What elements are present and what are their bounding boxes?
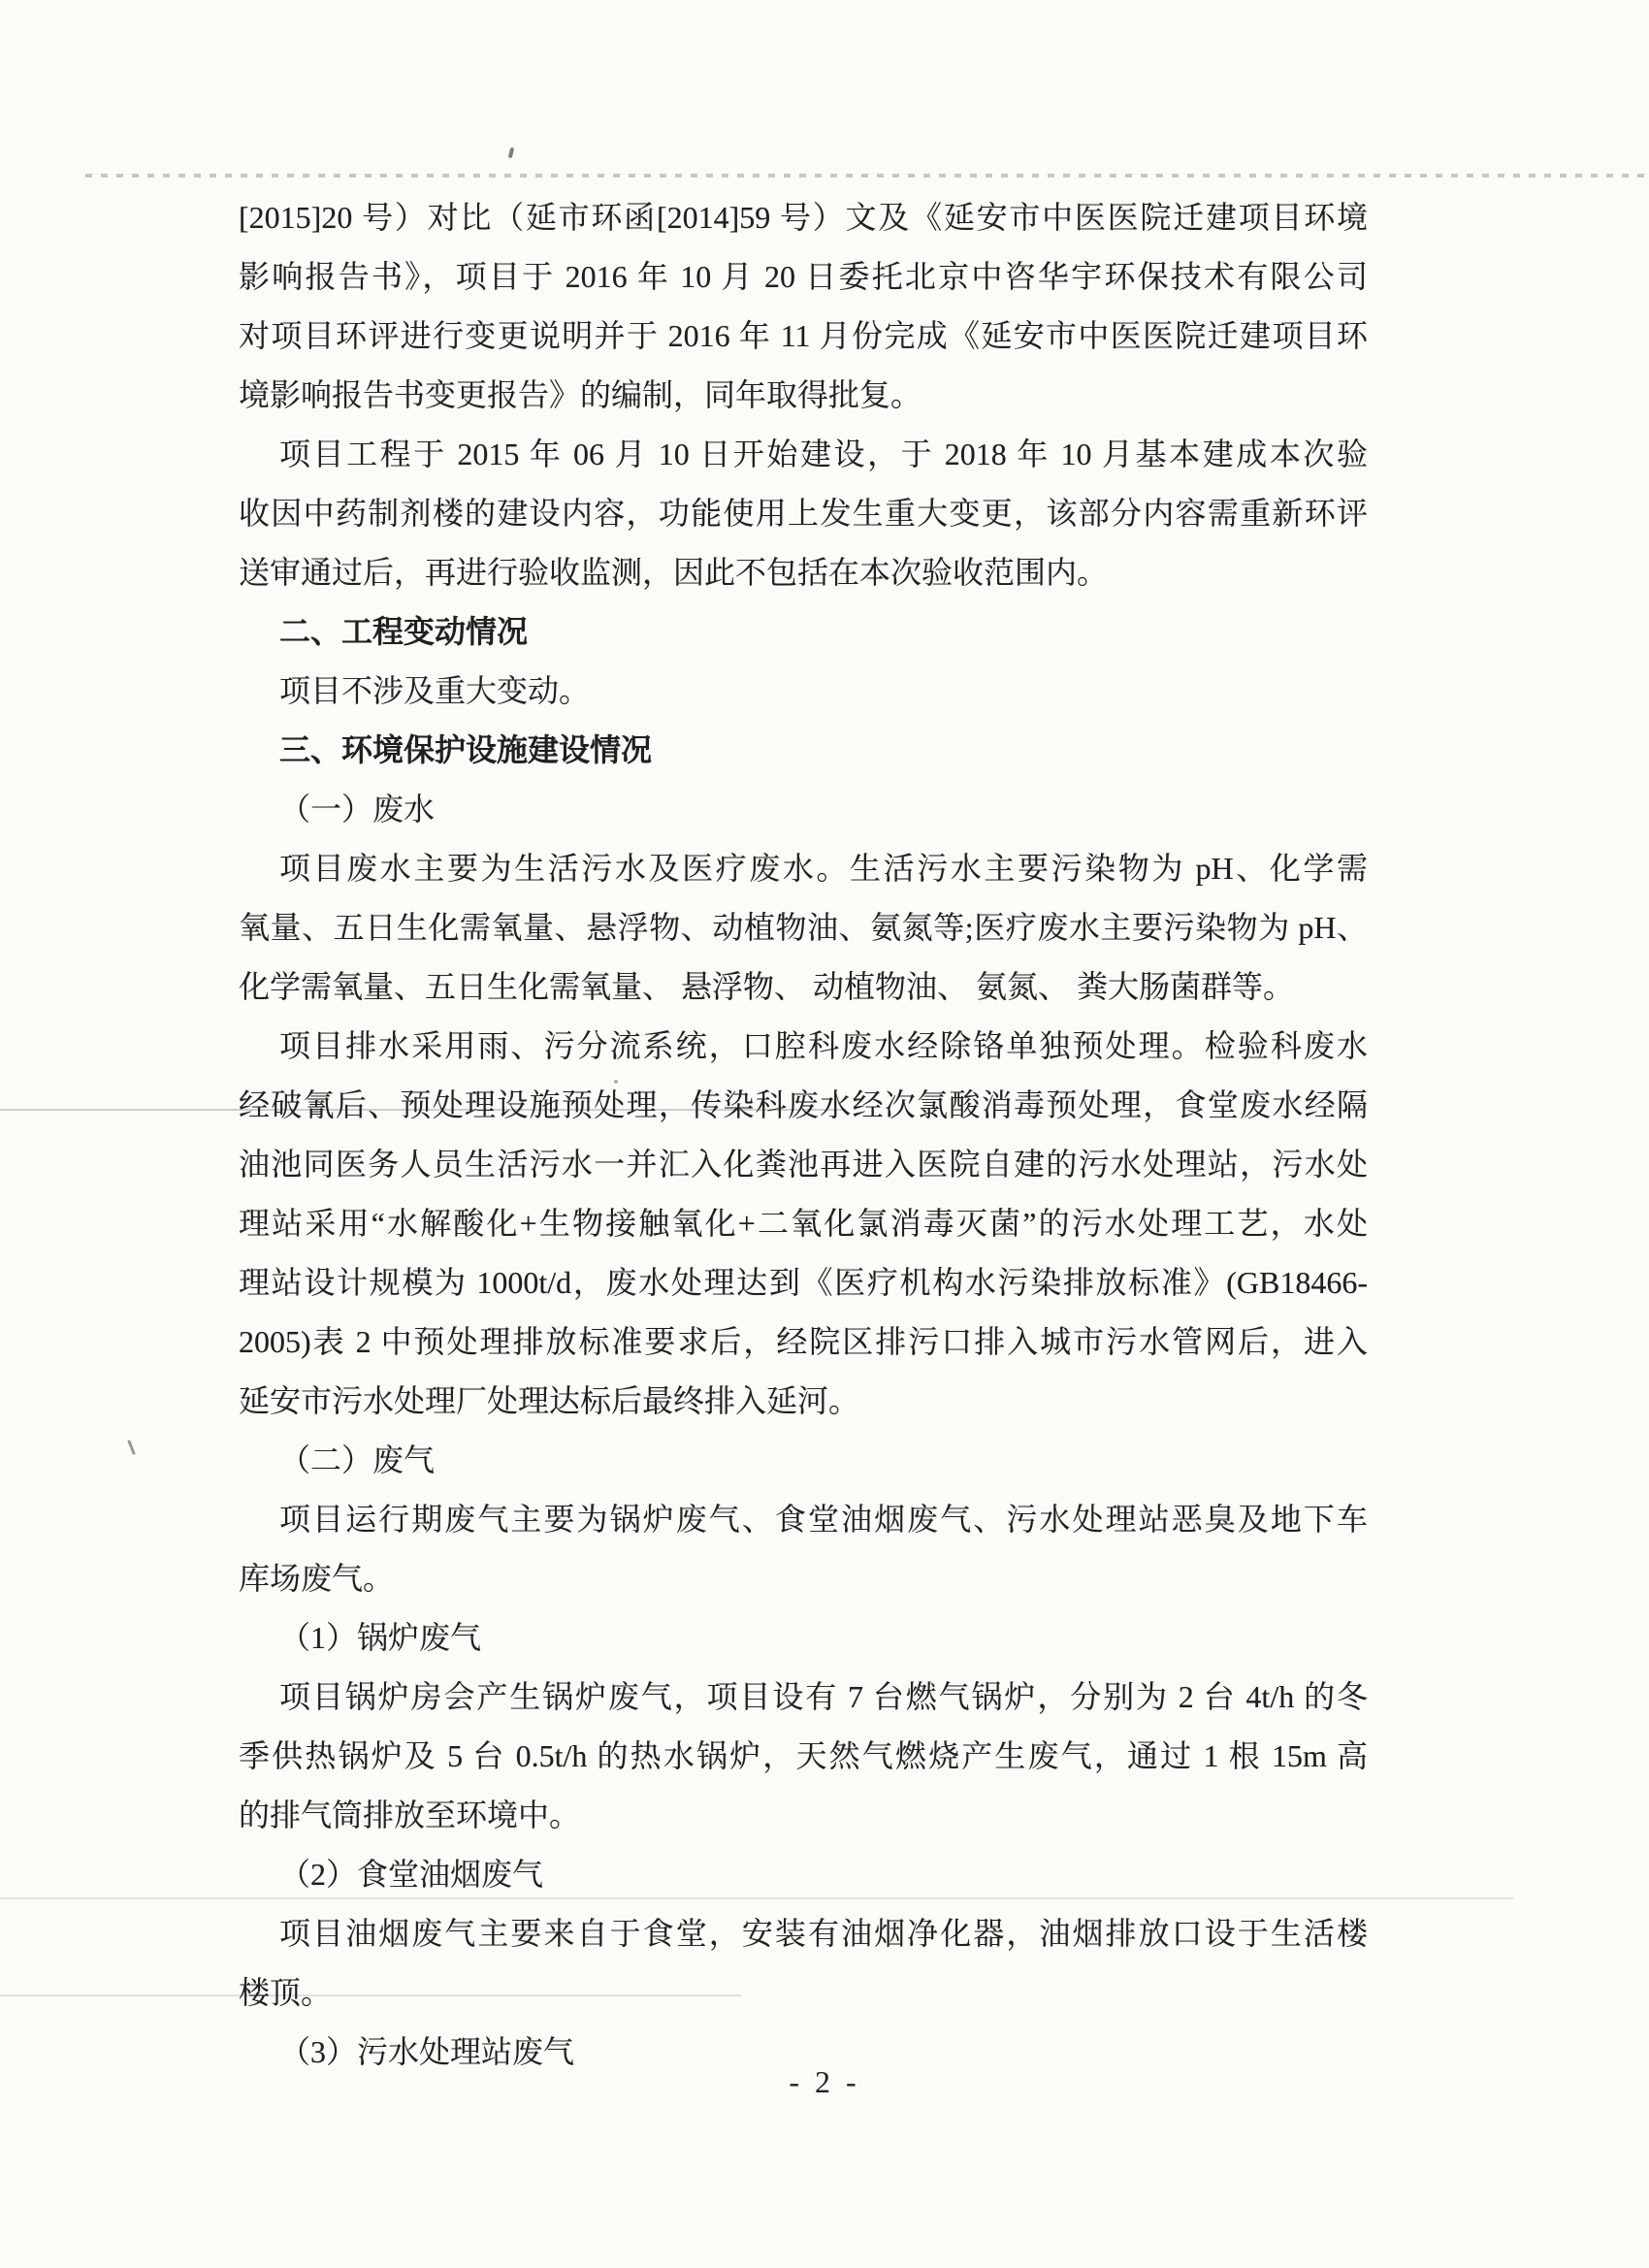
document-line: 项目不涉及重大变动。 [279,673,591,708]
document-line: 项目排水采用雨、污分流系统，口腔科废水经除铬单独预处理。检验科废水 [279,1028,1368,1063]
document-line: 对项目环评进行变更说明并于 2016 年 11 月份完成《延安市中医医院迁建项目环 [239,318,1368,353]
document-line: 油池同医务人员生活污水一并汇入化粪池再进入医院自建的污水处理站，污水处 [239,1147,1368,1182]
document-line: （3）污水处理站废气 [279,2034,575,2069]
document-line: 的排气筒排放至环境中。 [239,1798,581,1832]
document-line: 理站采用“水解酸化+生物接触氧化+二氧化氯消毒灭菌”的污水处理工艺，水处 [239,1206,1368,1241]
scan-speck [127,1440,136,1455]
document-line: [2015]20 号）对比（延市环函[2014]59 号）文及《延安市中医医院迁建项目环境 [239,200,1368,235]
document-line: 理站设计规模为 1000t/d，废水处理达到《医疗机构水污染排放标准》(GB18466- [239,1265,1368,1300]
document-line: 楼顶。 [239,1975,333,2010]
scan-streak-artifact [85,174,1649,178]
document-line: 氧量、五日生化需氧量、悬浮物、动植物油、氨氮等;医疗废水主要污染物为 pH、 [239,910,1368,945]
document-line: 项目工程于 2015 年 06 月 10 日开始建设，于 2018 年 10 月基本建成本次验 [279,437,1368,471]
document-line: （1）锅炉废气 [279,1620,482,1655]
document-line: （2）食堂油烟废气 [279,1857,544,1892]
document-line: 二、工程变动情况 [279,614,529,649]
document-line: 经破氰后、预处理设施预处理，传染科废水经次氯酸消毒预处理，食堂废水经隔 [239,1087,1368,1122]
document-text-block [239,188,1368,2082]
document-line: 收因中药制剂楼的建设内容，功能使用上发生重大变更，该部分内容需重新环评 [239,496,1368,531]
document-line: 项目废水主要为生活污水及医疗废水。生活污水主要污染物为 pH、化学需 [279,851,1368,886]
document-line: （二）废气 [279,1442,436,1477]
document-line: 2005)表 2 中预处理排放标准要求后，经院区排污口排入城市污水管网后，进入 [239,1324,1368,1359]
document-line: 项目运行期废气主要为锅炉废气、食堂油烟废气、污水处理站恶臭及地下车 [279,1502,1368,1537]
document-line: 库场废气。 [239,1561,395,1596]
document-line: 化学需氧量、五日生化需氧量、 悬浮物、 动植物油、 氨氮、 粪大肠菌群等。 [239,969,1295,1004]
document-line: 季供热锅炉及 5 台 0.5t/h 的热水锅炉，天然气燃烧产生废气，通过 1 根 15m 高 [239,1738,1368,1773]
page-number: - 2 - [789,2064,860,2099]
document-line: 三、环境保护设施建设情况 [279,732,653,767]
document-line: 延安市污水处理厂处理达标后最终排入延河。 [239,1383,860,1418]
document-line: 项目油烟废气主要来自于食堂，安装有油烟净化器，油烟排放口设于生活楼 [279,1916,1368,1951]
document-line: 送审通过后，再进行验收监测，因此不包括在本次验收范围内。 [239,555,1109,590]
document-line: （一）废水 [279,792,436,826]
document-line: 项目锅炉房会产生锅炉废气，项目设有 7 台燃气锅炉，分别为 2 台 4t/h 的冬 [279,1679,1368,1714]
scan-speck [508,147,515,159]
document-line: 影响报告书》，项目于 2016 年 10 月 20 日委托北京中咨华宇环保技术有限公司 [239,259,1368,294]
document-line: 境影响报告书变更报告》的编制，同年取得批复。 [239,377,922,412]
